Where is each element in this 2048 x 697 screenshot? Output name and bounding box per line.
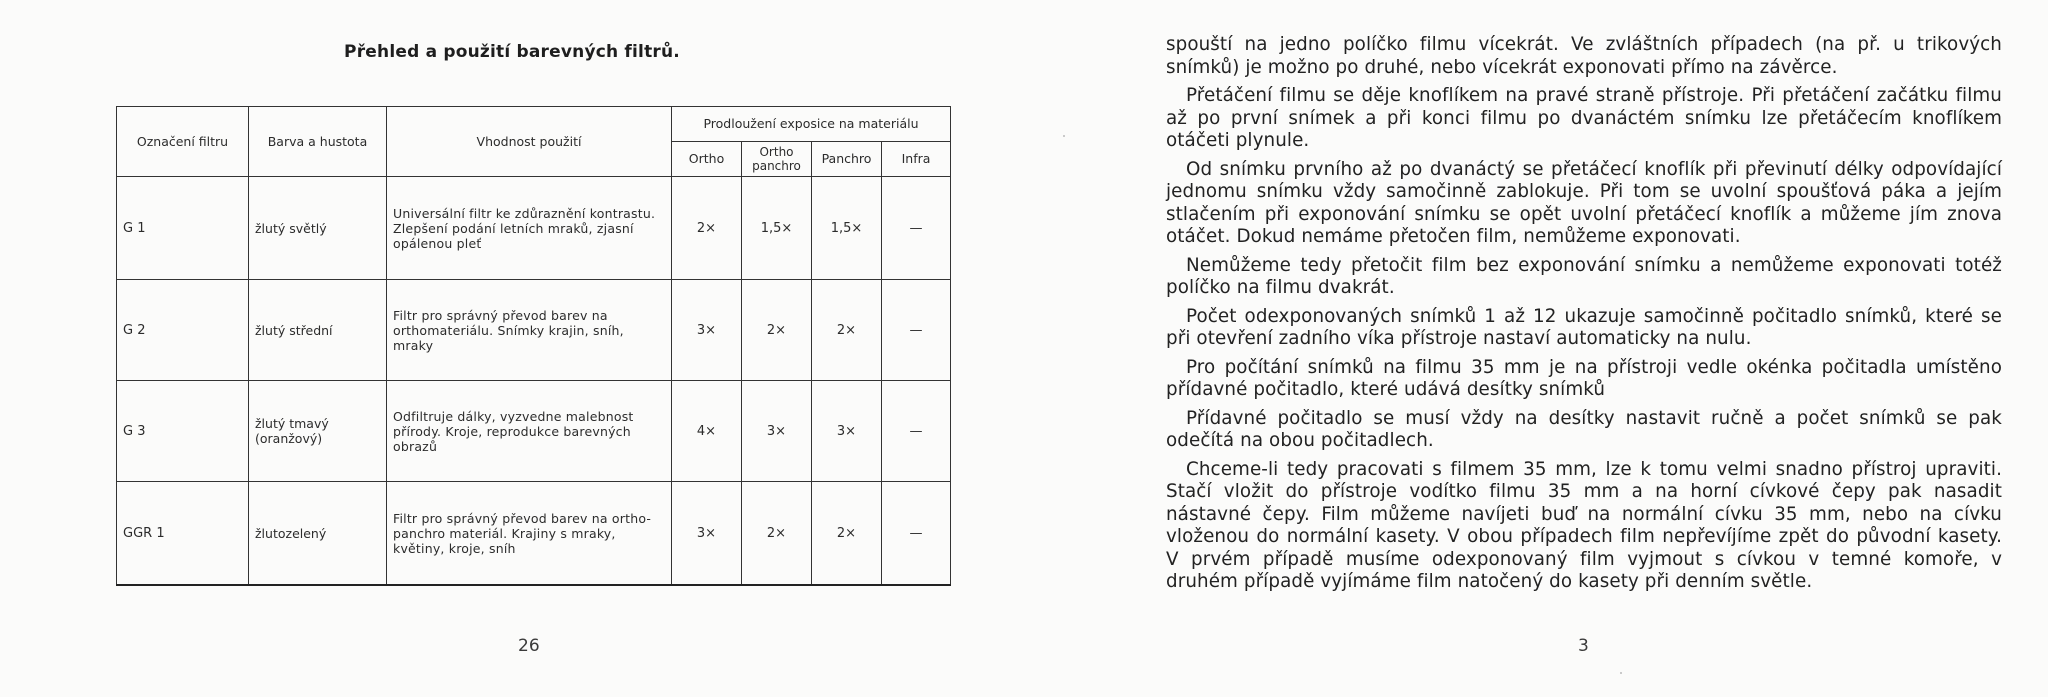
factor-ortho-panchro: 3× (742, 381, 812, 482)
factor-infra: — (882, 177, 951, 280)
page-number: 26 (518, 636, 540, 656)
filter-use: Universální filtr ke zdůraznění kontrastu. Zlepšení podání letních mraků, zjasní opálenou pleť (387, 177, 672, 280)
factor-ortho-panchro: 2× (742, 280, 812, 381)
factor-infra: — (882, 482, 951, 586)
filter-code: G 3 (117, 381, 249, 482)
factor-infra: — (882, 280, 951, 381)
table-row (117, 381, 951, 482)
factor-ortho: 2× (672, 177, 742, 280)
header-ortho: Ortho (672, 142, 742, 177)
paragraph: Přídavné počitadlo se musí vždy na desítky nastavit ručně a počet snímků se pak odečítá na obou počitadlech. (1166, 407, 2002, 451)
header-use: Vhodnost použití (387, 107, 672, 177)
filter-color: žlutý tmavý (oranžový) (249, 381, 387, 482)
factor-ortho: 4× (672, 381, 742, 482)
paragraph: Pro počítání snímků na filmu 35 mm je na přístroji vedle okénka počitadla umístěno přídavné počitadlo, které udává desítky snímků (1166, 356, 2002, 400)
page-title: Přehled a použití barevných filtrů. (344, 42, 680, 62)
factor-ortho: 3× (672, 280, 742, 381)
filter-code: G 2 (117, 280, 249, 381)
header-ortho-panchro: Ortho panchro (742, 142, 812, 177)
filter-use: Odfiltruje dálky, vyzvedne malebnost přírody. Kroje, reprodukce barevných obrazů (387, 381, 672, 482)
body-text (1166, 34, 2002, 600)
filter-code: GGR 1 (117, 482, 249, 586)
factor-panchro: 2× (812, 482, 882, 586)
paper-speck (1063, 135, 1065, 137)
paragraph: Počet odexponovaných snímků 1 až 12 ukazuje samočinně počitadlo snímků, které se při otevření zadního víka přístroje nastaví automaticky na nulu. (1166, 305, 2002, 349)
filter-use: Filtr pro správný převod barev na ortho-panchro materiál. Krajiny s mraky, květiny, kroje, sníh (387, 482, 672, 586)
factor-panchro: 1,5× (812, 177, 882, 280)
filter-code: G 1 (117, 177, 249, 280)
paragraph: Od snímku prvního až po dvanáctý se přetáčecí knoflík při převinutí délky odpovídající jednomu snímku vždy samočinně zablokuje. Při tom se uvolní spoušťová páka a jejím stlačením při exponování snímku se opět uvolní přetáčecí knoflík a můžeme jím znova otáčet. Dokud nemáme přetočen film, nemůžeme exponovati. (1166, 158, 2002, 247)
filter-color: žlutý světlý (249, 177, 387, 280)
header-code: Označení filtru (117, 107, 249, 177)
paper-speck (1620, 672, 1622, 674)
page-number: 3 (1578, 636, 1589, 656)
paragraph: Nemůžeme tedy přetočit film bez exponování snímku a nemůžeme exponovati totéž políčko na filmu dvakrát. (1166, 254, 2002, 298)
header-infra: Infra (882, 142, 951, 177)
factor-ortho: 3× (672, 482, 742, 586)
table-row (117, 280, 951, 381)
header-exposure-group: Prodloužení exposice na materiálu (672, 107, 951, 142)
filter-table (116, 106, 951, 586)
filter-use: Filtr pro správný převod barev na orthomateriálu. Snímky krajin, sníh, mraky (387, 280, 672, 381)
paragraph: Chceme-li tedy pracovati s filmem 35 mm, lze k tomu velmi snadno přístroj upraviti. Stačí vložit do přístroje vodítko filmu 35 mm a na horní cívkové čepy pak nasadit nástavné čepy. Film můžeme navíjeti buď na normální cívku 35 mm, nebo na cívku vloženou do normální kasety. V obou případech film nepřevíjíme zpět do původní kasety. V prvém případě musíme odexponovaný film vyjmout s cívkou v temné komoře, v druhém případě vyjímáme film natočený do kasety při denním světle. (1166, 458, 2002, 592)
table-row (117, 482, 951, 586)
factor-ortho-panchro: 2× (742, 482, 812, 586)
filter-color: žlutý střední (249, 280, 387, 381)
factor-infra: — (882, 381, 951, 482)
paragraph: spouští na jedno políčko filmu vícekrát. Ve zvláštních případech (na př. u trikových snímků) je možno po druhé, nebo vícekrát exponovati přímo na závěrce. (1166, 34, 2002, 78)
paragraph: Přetáčení filmu se děje knoflíkem na pravé straně přístroje. Při přetáčení začátku filmu až po první snímek a při konci filmu po dvanáctém snímku lze přetáčecím knoflíkem otáčeti plynule. (1166, 85, 2002, 151)
factor-panchro: 3× (812, 381, 882, 482)
factor-panchro: 2× (812, 280, 882, 381)
header-color: Barva a hustota (249, 107, 387, 177)
table-row (117, 177, 951, 280)
factor-ortho-panchro: 1,5× (742, 177, 812, 280)
header-panchro: Panchro (812, 142, 882, 177)
filter-color: žlutozelený (249, 482, 387, 586)
